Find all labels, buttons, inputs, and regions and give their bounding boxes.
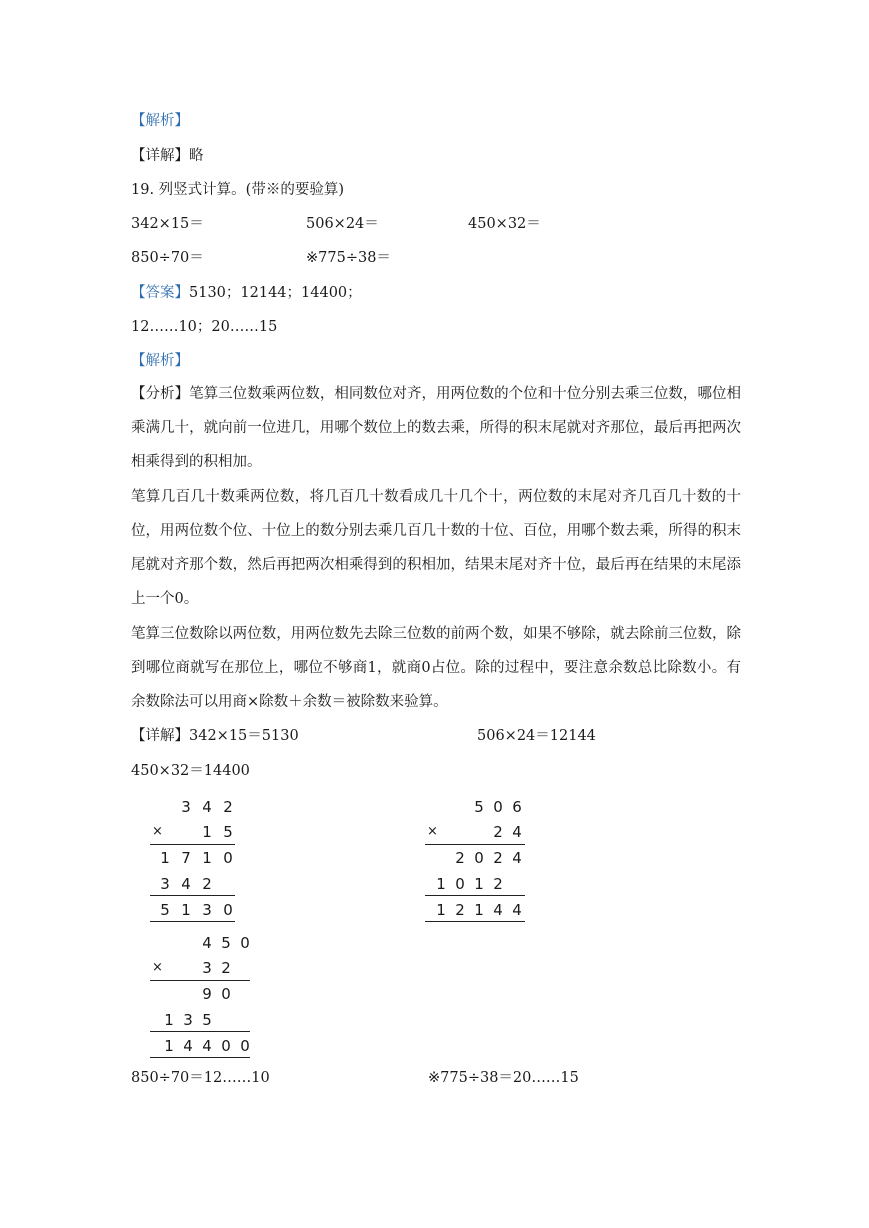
calc-digit: 0 — [221, 1037, 231, 1055]
calc-digit: 3 — [202, 959, 212, 977]
calc-rule — [150, 844, 235, 845]
calc-rule — [150, 1057, 250, 1058]
calc-digit: 0 — [221, 985, 231, 1003]
calc-digit: 0 — [455, 875, 465, 893]
calc-digit: 0 — [240, 934, 250, 952]
calc-digit: 2 — [493, 849, 503, 867]
vertical-calc-450x32 — [150, 933, 260, 1063]
problem-2: 506×24＝ — [306, 216, 379, 232]
analysis-heading-2: 【解析】 — [131, 353, 189, 369]
calc-digit: 3 — [181, 798, 191, 816]
calc-digit: 2 — [455, 901, 465, 919]
calc-digit: 4 — [512, 823, 522, 841]
calc-digit: 0 — [493, 798, 503, 816]
detail-tag-2 — [131, 726, 299, 746]
calc-digit: 4 — [202, 1037, 212, 1055]
answer-text: 5130；12144；14400； — [189, 285, 362, 301]
calc-digit: 4 — [181, 875, 191, 893]
calc-digit: 4 — [202, 934, 212, 952]
problem-1: 342×15＝ — [131, 216, 204, 232]
calc-digit: 5 — [160, 901, 170, 919]
calc-rule-sum — [425, 895, 525, 896]
calc-digit: 3 — [183, 1011, 193, 1029]
calc-digit: 4 — [493, 901, 503, 919]
detail-tag-label: 【详解】 — [131, 728, 189, 744]
calc-digit: 0 — [474, 849, 484, 867]
calc-digit: 5 — [474, 798, 484, 816]
calc-digit: 0 — [223, 901, 233, 919]
answer-line — [131, 283, 362, 303]
calc-rule — [150, 921, 235, 922]
calc-digit: 2 — [455, 849, 465, 867]
calc-digit: 1 — [202, 849, 212, 867]
analysis-text-1: 笔算三位数乘两位数，相同数位对齐，用两位数的个位和十位分别去乘三位数，哪位相乘满几十，就向前一位进几，用哪个数位上的数去乘，所得的积末尾就对齐那位，最后再把两次相乘得到的积相加。 — [131, 386, 742, 470]
calc-digit: 4 — [183, 1037, 193, 1055]
calc-digit: 0 — [223, 849, 233, 867]
calc-digit: 2 — [202, 875, 212, 893]
problem-4: 850÷70＝ — [131, 250, 204, 266]
calc-digit: 1 — [181, 901, 191, 919]
analysis-tag: 【分析】 — [131, 386, 190, 402]
multiply-sign: × — [152, 824, 163, 839]
calc-digit: 1 — [474, 901, 484, 919]
calc-digit: 4 — [512, 849, 522, 867]
result-1: 342×15＝5130 — [189, 728, 299, 744]
vertical-calc-506x24 — [425, 797, 535, 927]
result-5: ※775÷38＝20……15 — [428, 1070, 579, 1086]
calc-digit: 4 — [202, 798, 212, 816]
calc-digit: 1 — [436, 875, 446, 893]
calc-digit: 1 — [436, 901, 446, 919]
calc-digit: 1 — [202, 823, 212, 841]
calc-digit: 5 — [202, 1011, 212, 1029]
calc-rule-sum — [150, 895, 235, 896]
calc-digit: 1 — [474, 875, 484, 893]
analysis-paragraph-1 — [131, 377, 741, 479]
calc-digit: 2 — [221, 959, 231, 977]
analysis-paragraph-2: 笔算几百几十数乘两位数，将几百几十数看成几十几个十，两位数的末尾对齐几百几十数的十位，用两位数个位、十位上的数分别去乘几百几十数的十位、百位，用哪个数去乘，所得的积末尾就对齐那个数，然后再把两次相乘得到的积相加，结果末尾对齐十位，最后再在结果的末尾添上一个0。 — [131, 489, 741, 607]
multiply-sign: × — [152, 960, 163, 975]
calc-rule — [150, 980, 250, 981]
calc-digit: 5 — [223, 823, 233, 841]
analysis-heading: 【解析】 — [131, 113, 189, 129]
calc-digit: 0 — [240, 1037, 250, 1055]
result-4: 850÷70＝12……10 — [131, 1070, 270, 1086]
vertical-calc-342x15 — [150, 797, 240, 927]
calc-digit: 2 — [493, 875, 503, 893]
calc-digit: 3 — [160, 875, 170, 893]
calc-digit: 2 — [493, 823, 503, 841]
result-2: 506×24＝12144 — [477, 728, 596, 744]
calc-digit: 7 — [181, 849, 191, 867]
multiply-sign: × — [427, 824, 438, 839]
answer-tag: 【答案】 — [131, 285, 189, 301]
question-title: 19. 列竖式计算。(带※的要验算) — [131, 182, 344, 198]
calc-digit: 9 — [202, 985, 212, 1003]
calc-digit: 1 — [164, 1011, 174, 1029]
analysis-paragraph-3: 笔算三位数除以两位数，用两位数先去除三位数的前两个数，如果不够除，就去除前三位数，除到哪位商就写在那位上，哪位不够商1，就商0占位。除的过程中，要注意余数总比除数小。有余数除法可以用商×除数＋余数＝被除数来验算。 — [131, 626, 741, 710]
detail-line — [131, 146, 204, 166]
detail-text: 略 — [189, 148, 204, 164]
calc-digit: 2 — [223, 798, 233, 816]
calc-rule — [425, 921, 525, 922]
calc-digit: 1 — [164, 1037, 174, 1055]
calc-digit: 4 — [512, 901, 522, 919]
answer-line-2: 12……10；20……15 — [131, 319, 278, 335]
calc-digit: 1 — [160, 849, 170, 867]
result-3: 450×32＝14400 — [131, 763, 250, 779]
calc-rule — [425, 844, 525, 845]
problem-5: ※775÷38＝ — [306, 250, 391, 266]
calc-digit: 3 — [202, 901, 212, 919]
calc-rule-sum — [150, 1031, 250, 1032]
detail-tag: 【详解】 — [131, 148, 189, 164]
calc-digit: 5 — [221, 934, 231, 952]
calc-digit: 6 — [512, 798, 522, 816]
problem-3: 450×32＝ — [468, 216, 541, 232]
